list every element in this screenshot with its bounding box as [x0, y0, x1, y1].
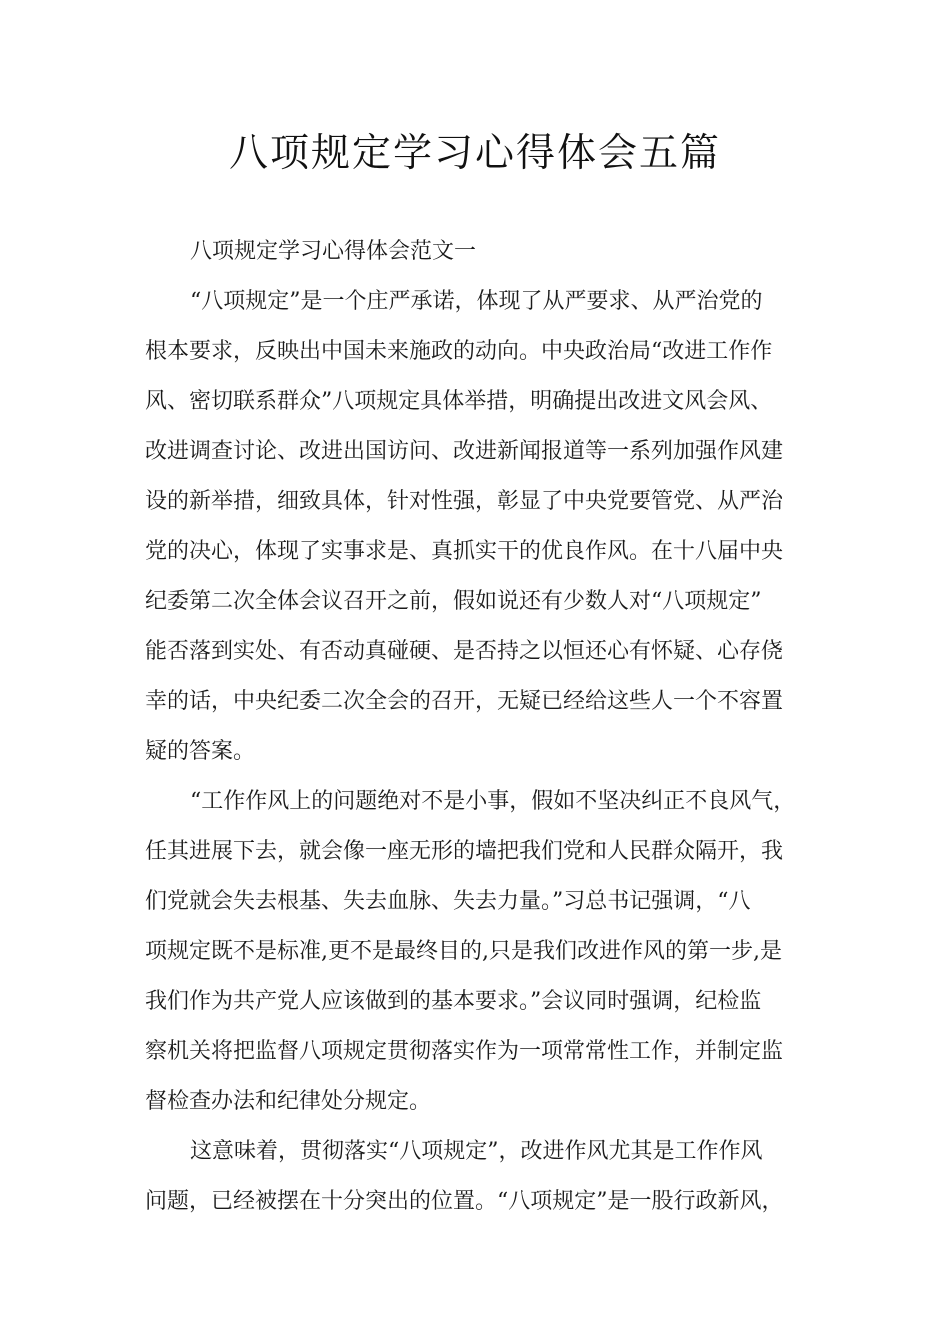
paragraph-line: “工作作风上的问题绝对不是小事，假如不坚决纠正不良风气，: [190, 789, 796, 814]
paragraph-line: 察机关将把监督八项规定贯彻落实作为一项常常性工作，并制定监: [145, 1039, 784, 1064]
document-title: 八项规定学习心得体会五篇: [228, 131, 721, 176]
paragraph-line: 项规定既不是标准,更不是最终目的,只是我们改进作风的第一步,是: [145, 939, 782, 964]
paragraph-line: “八项规定”是一个庄严承诺，体现了从严要求、从严治党的: [190, 289, 763, 314]
paragraph-line: 任其进展下去，就会像一座无形的墙把我们党和人民群众隔开，我: [145, 839, 784, 864]
paragraph-line: 能否落到实处、有否动真碰硬、是否持之以恒还心有怀疑、心存侥: [145, 639, 784, 664]
paragraph-line: 纪委第二次全体会议召开之前，假如说还有少数人对“八项规定”: [145, 589, 762, 614]
section-heading: 八项规定学习心得体会范文一: [190, 239, 477, 264]
paragraph-line: 疑的答案。: [145, 739, 256, 764]
paragraph-line: 风、密切联系群众”八项规定具体举措，明确提出改进文风会风、: [145, 389, 773, 414]
paragraph-line: 根本要求，反映出中国未来施政的动向。中央政治局“改进工作作: [145, 339, 773, 364]
paragraph-line: 幸的话，中央纪委二次全会的召开，无疑已经给这些人一个不容置: [145, 689, 784, 714]
paragraph-line: 这意味着，贯彻落实“八项规定”，改进作风尤其是工作作风: [190, 1139, 763, 1164]
paragraph-line: 改进调查讨论、改进出国访问、改进新闻报道等一系列加强作风建: [145, 439, 784, 464]
paragraph-line: 设的新举措，细致具体，针对性强，彰显了中央党要管党、从严治: [145, 489, 784, 514]
paragraph-line: 督检查办法和纪律处分规定。: [145, 1089, 432, 1114]
paragraph-line: 们党就会失去根基、失去血脉、失去力量。”习总书记强调，“八: [145, 889, 751, 914]
paragraph-line: 我们作为共产党人应该做到的基本要求。”会议同时强调，纪检监: [145, 989, 762, 1014]
paragraph-line: 党的决心，体现了实事求是、真抓实干的优良作风。在十八届中央: [145, 539, 784, 564]
paragraph-line: 问题，已经被摆在十分突出的位置。“八项规定”是一股行政新风，: [145, 1189, 784, 1214]
